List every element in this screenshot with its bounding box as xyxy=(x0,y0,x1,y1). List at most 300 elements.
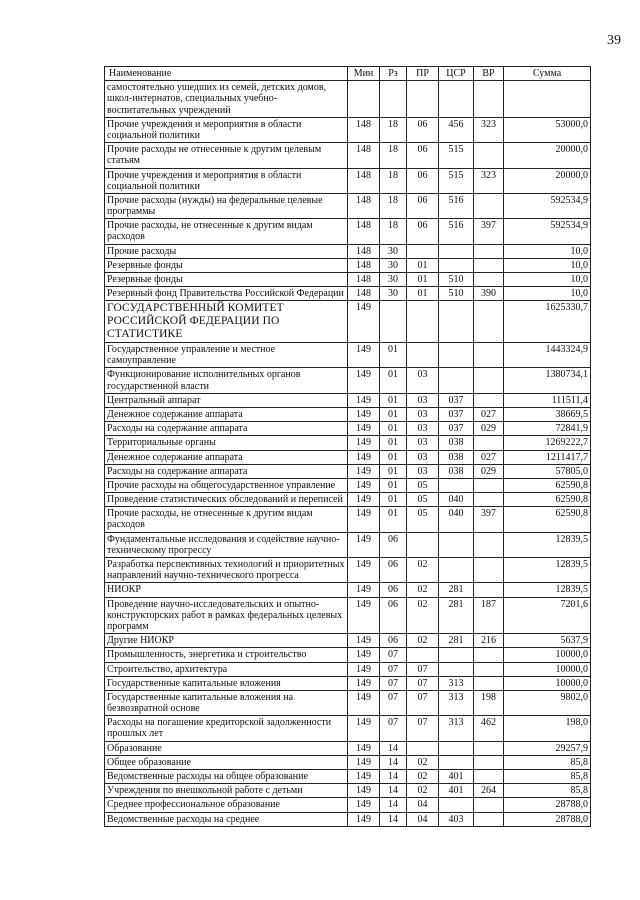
cell-sum: 53000,0 xyxy=(504,117,591,142)
cell-rz: 07 xyxy=(380,716,407,741)
cell-sum: 1443324,9 xyxy=(504,343,591,368)
cell-sum: 62590,8 xyxy=(504,493,591,507)
cell-pr: 02 xyxy=(407,770,439,784)
cell-min: 148 xyxy=(348,193,380,218)
cell-rz: 30 xyxy=(380,287,407,301)
cell-min: 149 xyxy=(348,558,380,583)
cell-min: 149 xyxy=(348,755,380,769)
cell-min: 149 xyxy=(348,812,380,826)
table-row xyxy=(105,676,591,690)
cell-name: Функционирование исполнительных органов государственной власти xyxy=(105,368,348,393)
cell-rz: 07 xyxy=(380,662,407,676)
cell-sum: 85,8 xyxy=(504,755,591,769)
cell-min: 149 xyxy=(348,450,380,464)
cell-csr xyxy=(439,478,474,492)
cell-name: самостоятельно ушедших из семей, детских домов, школ-интернатов, специальных учебно-воспитательных учреждений xyxy=(105,81,348,118)
cell-vr: 029 xyxy=(474,464,504,478)
table-row xyxy=(105,193,591,218)
cell-sum: 1625330,7 xyxy=(504,301,591,343)
cell-csr: 401 xyxy=(439,770,474,784)
cell-name: Строительство, архитектура xyxy=(105,662,348,676)
cell-csr xyxy=(439,662,474,676)
table-row xyxy=(105,507,591,532)
table-row xyxy=(105,648,591,662)
table-row xyxy=(105,532,591,557)
table-row xyxy=(105,143,591,168)
cell-rz: 01 xyxy=(380,507,407,532)
table-row xyxy=(105,393,591,407)
cell-vr: 027 xyxy=(474,450,504,464)
cell-name: Расходы на погашение кредиторской задолженности прошлых лет xyxy=(105,716,348,741)
table-row xyxy=(105,450,591,464)
cell-csr: 516 xyxy=(439,219,474,244)
cell-name: Другие НИОКР xyxy=(105,634,348,648)
cell-min: 149 xyxy=(348,436,380,450)
cell-csr xyxy=(439,81,474,118)
header-min: Мин xyxy=(348,67,380,81)
cell-pr: 03 xyxy=(407,436,439,450)
table-row xyxy=(105,407,591,421)
cell-csr: 403 xyxy=(439,812,474,826)
cell-pr: 03 xyxy=(407,393,439,407)
table-row xyxy=(105,117,591,142)
cell-sum: 10,0 xyxy=(504,258,591,272)
cell-sum: 10,0 xyxy=(504,273,591,287)
cell-pr xyxy=(407,81,439,118)
cell-csr xyxy=(439,244,474,258)
cell-csr: 281 xyxy=(439,583,474,597)
cell-pr: 07 xyxy=(407,662,439,676)
cell-pr: 01 xyxy=(407,258,439,272)
header-name: Наименование xyxy=(105,67,348,81)
cell-rz: 06 xyxy=(380,583,407,597)
cell-name: Прочие расходы не отнесенные к другим целевым статьям xyxy=(105,143,348,168)
cell-csr xyxy=(439,648,474,662)
cell-pr: 06 xyxy=(407,143,439,168)
table-row xyxy=(105,464,591,478)
cell-min: 149 xyxy=(348,662,380,676)
cell-csr xyxy=(439,532,474,557)
cell-vr xyxy=(474,798,504,812)
cell-pr: 05 xyxy=(407,478,439,492)
cell-vr xyxy=(474,436,504,450)
cell-pr: 01 xyxy=(407,287,439,301)
cell-vr: 216 xyxy=(474,634,504,648)
cell-sum: 28788,0 xyxy=(504,812,591,826)
header-csr: ЦСР xyxy=(439,67,474,81)
table-row xyxy=(105,343,591,368)
cell-rz: 01 xyxy=(380,368,407,393)
cell-sum: 62590,8 xyxy=(504,478,591,492)
cell-sum: 10000,0 xyxy=(504,648,591,662)
table-row xyxy=(105,436,591,450)
cell-vr xyxy=(474,812,504,826)
cell-pr: 04 xyxy=(407,798,439,812)
cell-pr xyxy=(407,741,439,755)
cell-min: 149 xyxy=(348,407,380,421)
cell-csr: 037 xyxy=(439,422,474,436)
cell-csr: 515 xyxy=(439,143,474,168)
cell-pr: 06 xyxy=(407,193,439,218)
table-row xyxy=(105,273,591,287)
cell-pr: 02 xyxy=(407,583,439,597)
cell-csr: 510 xyxy=(439,273,474,287)
cell-rz: 06 xyxy=(380,634,407,648)
cell-pr: 03 xyxy=(407,464,439,478)
cell-min: 149 xyxy=(348,532,380,557)
table-row xyxy=(105,597,591,634)
cell-pr xyxy=(407,532,439,557)
header-rz: Рз xyxy=(380,67,407,81)
cell-min: 149 xyxy=(348,507,380,532)
cell-name: Резервные фонды xyxy=(105,258,348,272)
cell-vr: 397 xyxy=(474,219,504,244)
cell-rz: 06 xyxy=(380,532,407,557)
cell-vr xyxy=(474,478,504,492)
cell-vr: 027 xyxy=(474,407,504,421)
cell-rz: 18 xyxy=(380,193,407,218)
cell-pr: 03 xyxy=(407,368,439,393)
cell-pr: 03 xyxy=(407,450,439,464)
cell-vr: 029 xyxy=(474,422,504,436)
cell-vr xyxy=(474,301,504,343)
cell-rz: 18 xyxy=(380,168,407,193)
cell-name: Государственные капитальные вложения xyxy=(105,676,348,690)
cell-name: Ведомственные расходы на среднее xyxy=(105,812,348,826)
table-row xyxy=(105,798,591,812)
cell-sum: 592534,9 xyxy=(504,193,591,218)
cell-csr: 456 xyxy=(439,117,474,142)
cell-csr: 401 xyxy=(439,784,474,798)
cell-sum: 29257,9 xyxy=(504,741,591,755)
cell-sum: 10,0 xyxy=(504,244,591,258)
cell-name: Образование xyxy=(105,741,348,755)
cell-rz: 01 xyxy=(380,343,407,368)
cell-vr xyxy=(474,368,504,393)
cell-csr: 037 xyxy=(439,393,474,407)
cell-name: Прочие расходы (нужды) на федеральные целевые программы xyxy=(105,193,348,218)
cell-rz: 30 xyxy=(380,258,407,272)
cell-rz: 01 xyxy=(380,436,407,450)
table-row xyxy=(105,81,591,118)
cell-name: Резервный фонд Правительства Российской Федерации xyxy=(105,287,348,301)
cell-rz: 30 xyxy=(380,273,407,287)
cell-vr xyxy=(474,648,504,662)
cell-sum: 10000,0 xyxy=(504,676,591,690)
cell-name: Учреждения по внешкольной работе с детьми xyxy=(105,784,348,798)
cell-vr xyxy=(474,493,504,507)
cell-sum: 198,0 xyxy=(504,716,591,741)
cell-vr: 462 xyxy=(474,716,504,741)
cell-name: Государственные капитальные вложения на безвозвратной основе xyxy=(105,690,348,715)
cell-min: 149 xyxy=(348,422,380,436)
cell-min: 149 xyxy=(348,493,380,507)
cell-name: Проведение статистических обследований и переписей xyxy=(105,493,348,507)
cell-csr xyxy=(439,343,474,368)
cell-min: 148 xyxy=(348,117,380,142)
cell-csr: 040 xyxy=(439,507,474,532)
cell-csr: 281 xyxy=(439,597,474,634)
cell-min: 149 xyxy=(348,798,380,812)
cell-sum: 12839,5 xyxy=(504,583,591,597)
cell-rz: 14 xyxy=(380,812,407,826)
table-row xyxy=(105,493,591,507)
table-row xyxy=(105,690,591,715)
cell-pr xyxy=(407,648,439,662)
cell-sum: 9802,0 xyxy=(504,690,591,715)
cell-pr: 06 xyxy=(407,219,439,244)
cell-min: 149 xyxy=(348,634,380,648)
cell-sum: 1269222,7 xyxy=(504,436,591,450)
cell-sum: 7201,6 xyxy=(504,597,591,634)
page-number: 39 xyxy=(607,33,621,48)
cell-sum: 10,0 xyxy=(504,287,591,301)
cell-pr: 02 xyxy=(407,755,439,769)
cell-csr: 281 xyxy=(439,634,474,648)
cell-rz: 14 xyxy=(380,755,407,769)
cell-name: Прочие расходы на общегосударственное управление xyxy=(105,478,348,492)
header-sum: Сумма xyxy=(504,67,591,81)
cell-rz xyxy=(380,81,407,118)
table-row xyxy=(105,258,591,272)
cell-rz: 14 xyxy=(380,770,407,784)
cell-pr: 05 xyxy=(407,493,439,507)
cell-min: 148 xyxy=(348,273,380,287)
header-pr: ПР xyxy=(407,67,439,81)
cell-min: 149 xyxy=(348,301,380,343)
cell-sum: 5637,9 xyxy=(504,634,591,648)
cell-vr xyxy=(474,258,504,272)
cell-name: Денежное содержание аппарата xyxy=(105,450,348,464)
cell-rz: 01 xyxy=(380,407,407,421)
cell-vr xyxy=(474,343,504,368)
cell-vr: 323 xyxy=(474,117,504,142)
cell-vr xyxy=(474,273,504,287)
cell-rz: 14 xyxy=(380,798,407,812)
cell-name: Прочие учреждения и мероприятия в области социальной политики xyxy=(105,117,348,142)
cell-name: Расходы на содержание аппарата xyxy=(105,464,348,478)
cell-rz: 06 xyxy=(380,597,407,634)
cell-sum: 85,8 xyxy=(504,770,591,784)
table-row xyxy=(105,287,591,301)
table-row xyxy=(105,662,591,676)
cell-name: Фундаментальные исследования и содействие научно-техническому прогрессу xyxy=(105,532,348,557)
cell-min: 149 xyxy=(348,784,380,798)
cell-sum: 28788,0 xyxy=(504,798,591,812)
cell-sum: 592534,9 xyxy=(504,219,591,244)
table-header-row xyxy=(105,67,591,81)
table-row xyxy=(105,219,591,244)
cell-vr xyxy=(474,755,504,769)
cell-sum: 62590,8 xyxy=(504,507,591,532)
cell-sum: 20000,0 xyxy=(504,143,591,168)
table-row xyxy=(105,716,591,741)
cell-name: Прочие учреждения и мероприятия в области социальной политики xyxy=(105,168,348,193)
cell-name: Расходы на содержание аппарата xyxy=(105,422,348,436)
cell-min xyxy=(348,81,380,118)
table-row xyxy=(105,244,591,258)
cell-rz: 07 xyxy=(380,690,407,715)
cell-min: 148 xyxy=(348,219,380,244)
cell-csr: 038 xyxy=(439,464,474,478)
cell-min: 149 xyxy=(348,464,380,478)
cell-min: 149 xyxy=(348,478,380,492)
cell-name: Среднее профессиональное образование xyxy=(105,798,348,812)
cell-vr xyxy=(474,676,504,690)
cell-min: 149 xyxy=(348,648,380,662)
header-vr: ВР xyxy=(474,67,504,81)
cell-sum: 12839,5 xyxy=(504,558,591,583)
cell-pr xyxy=(407,244,439,258)
cell-vr: 390 xyxy=(474,287,504,301)
cell-vr: 198 xyxy=(474,690,504,715)
cell-pr: 07 xyxy=(407,676,439,690)
cell-csr: 516 xyxy=(439,193,474,218)
cell-vr xyxy=(474,741,504,755)
cell-sum: 10000,0 xyxy=(504,662,591,676)
cell-min: 149 xyxy=(348,368,380,393)
cell-csr: 037 xyxy=(439,407,474,421)
table-row xyxy=(105,558,591,583)
cell-rz: 18 xyxy=(380,143,407,168)
table-row xyxy=(105,478,591,492)
cell-rz: 18 xyxy=(380,117,407,142)
cell-min: 148 xyxy=(348,287,380,301)
table-row xyxy=(105,755,591,769)
cell-min: 149 xyxy=(348,343,380,368)
cell-csr: 510 xyxy=(439,287,474,301)
cell-pr: 07 xyxy=(407,716,439,741)
cell-min: 149 xyxy=(348,741,380,755)
cell-vr xyxy=(474,583,504,597)
cell-csr: 040 xyxy=(439,493,474,507)
cell-vr xyxy=(474,662,504,676)
cell-rz xyxy=(380,301,407,343)
cell-rz: 06 xyxy=(380,558,407,583)
cell-pr: 02 xyxy=(407,558,439,583)
cell-name: Прочие расходы xyxy=(105,244,348,258)
cell-pr: 02 xyxy=(407,784,439,798)
cell-pr: 06 xyxy=(407,117,439,142)
cell-csr xyxy=(439,368,474,393)
cell-min: 149 xyxy=(348,597,380,634)
cell-name: Промышленность, энергетика и строительство xyxy=(105,648,348,662)
cell-vr xyxy=(474,532,504,557)
cell-csr xyxy=(439,258,474,272)
cell-pr: 05 xyxy=(407,507,439,532)
cell-sum: 72841,9 xyxy=(504,422,591,436)
cell-rz: 14 xyxy=(380,741,407,755)
cell-sum: 111511,4 xyxy=(504,393,591,407)
cell-csr: 313 xyxy=(439,690,474,715)
cell-min: 149 xyxy=(348,583,380,597)
cell-min: 149 xyxy=(348,393,380,407)
cell-sum: 38669,5 xyxy=(504,407,591,421)
cell-csr xyxy=(439,741,474,755)
cell-name: Территориальные органы xyxy=(105,436,348,450)
table-row xyxy=(105,812,591,826)
cell-sum: 1380734,1 xyxy=(504,368,591,393)
cell-rz: 01 xyxy=(380,450,407,464)
budget-table xyxy=(104,66,591,827)
cell-csr: 313 xyxy=(439,716,474,741)
table-row xyxy=(105,583,591,597)
table-row xyxy=(105,784,591,798)
cell-vr xyxy=(474,143,504,168)
cell-sum: 1211417,7 xyxy=(504,450,591,464)
table-row xyxy=(105,368,591,393)
cell-min: 148 xyxy=(348,244,380,258)
cell-pr: 03 xyxy=(407,422,439,436)
table-row xyxy=(105,770,591,784)
cell-vr: 397 xyxy=(474,507,504,532)
cell-min: 148 xyxy=(348,258,380,272)
cell-csr xyxy=(439,755,474,769)
cell-name: Общее образование xyxy=(105,755,348,769)
cell-name: Проведение научно-исследовательских и опытно-конструкторских работ в рамках федеральных целевых программ xyxy=(105,597,348,634)
cell-rz: 30 xyxy=(380,244,407,258)
cell-min: 148 xyxy=(348,168,380,193)
cell-rz: 01 xyxy=(380,493,407,507)
cell-csr: 313 xyxy=(439,676,474,690)
cell-csr: 038 xyxy=(439,436,474,450)
cell-csr: 038 xyxy=(439,450,474,464)
cell-vr xyxy=(474,81,504,118)
cell-pr: 06 xyxy=(407,168,439,193)
table-row xyxy=(105,301,591,343)
cell-pr: 01 xyxy=(407,273,439,287)
cell-name: Разработка перспективных технологий и приоритетных направлений научно-технического прогресса xyxy=(105,558,348,583)
cell-sum: 85,8 xyxy=(504,784,591,798)
cell-pr: 07 xyxy=(407,690,439,715)
cell-vr: 264 xyxy=(474,784,504,798)
cell-vr xyxy=(474,193,504,218)
cell-rz: 01 xyxy=(380,422,407,436)
table-row xyxy=(105,422,591,436)
cell-csr xyxy=(439,558,474,583)
cell-name: Денежное содержание аппарата xyxy=(105,407,348,421)
cell-sum: 20000,0 xyxy=(504,168,591,193)
cell-name: Резервные фонды xyxy=(105,273,348,287)
cell-pr: 03 xyxy=(407,407,439,421)
cell-rz: 14 xyxy=(380,784,407,798)
table-row xyxy=(105,168,591,193)
cell-min: 149 xyxy=(348,770,380,784)
cell-pr: 02 xyxy=(407,597,439,634)
cell-name: ГОСУДАРСТВЕННЫЙ КОМИТЕТ РОССИЙСКОЙ ФЕДЕРАЦИИ ПО СТАТИСТИКЕ xyxy=(105,301,348,343)
cell-rz: 07 xyxy=(380,648,407,662)
cell-rz: 18 xyxy=(380,219,407,244)
cell-pr xyxy=(407,343,439,368)
cell-vr xyxy=(474,393,504,407)
table-row xyxy=(105,634,591,648)
cell-rz: 01 xyxy=(380,464,407,478)
table-row xyxy=(105,741,591,755)
cell-sum: 57805,0 xyxy=(504,464,591,478)
cell-min: 149 xyxy=(348,676,380,690)
cell-min: 148 xyxy=(348,143,380,168)
cell-name: НИОКР xyxy=(105,583,348,597)
cell-name: Прочие расходы, не отнесенные к другим видам расходов xyxy=(105,219,348,244)
cell-min: 149 xyxy=(348,716,380,741)
cell-name: Ведомственные расходы на общее образование xyxy=(105,770,348,784)
cell-csr: 515 xyxy=(439,168,474,193)
cell-sum: 12839,5 xyxy=(504,532,591,557)
cell-vr: 323 xyxy=(474,168,504,193)
cell-rz: 01 xyxy=(380,393,407,407)
cell-csr xyxy=(439,798,474,812)
cell-vr: 187 xyxy=(474,597,504,634)
